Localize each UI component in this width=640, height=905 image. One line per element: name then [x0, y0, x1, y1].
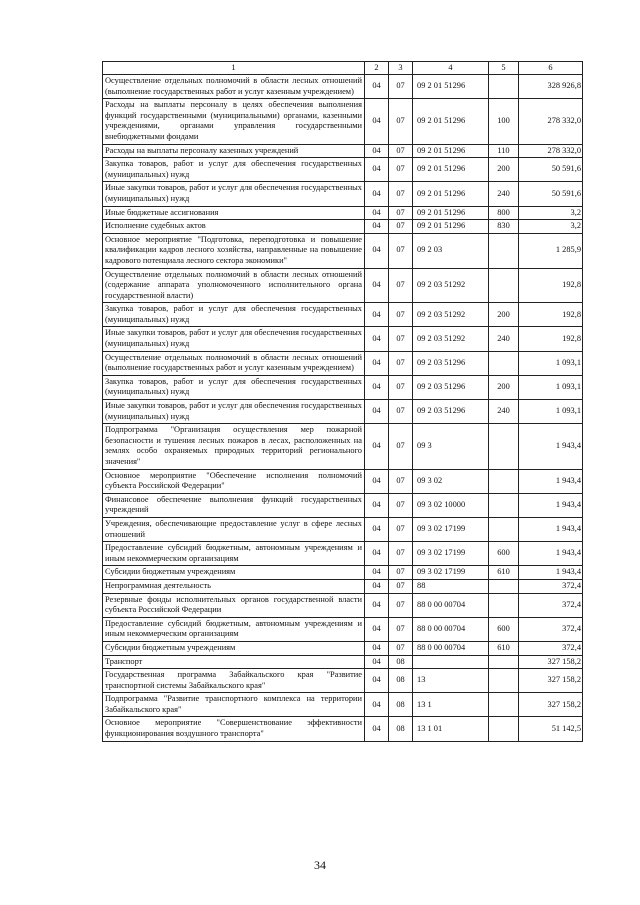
row-section-cell: 04: [365, 158, 389, 182]
row-expense-type-cell: [489, 268, 519, 303]
row-subsection-cell: 07: [389, 617, 413, 641]
row-expense-type-cell: [489, 717, 519, 741]
column-number: 3: [389, 62, 413, 75]
row-section-cell: 04: [365, 144, 389, 158]
row-name-cell: Основное мероприятие "Подготовка, переподготовка и повышение квалификации кадров лесного хозяйства, направленные на повышение кадрового потенциала лесного сектора экономики": [103, 233, 365, 268]
row-amount-cell: 372,4: [519, 579, 583, 593]
row-section-cell: 04: [365, 669, 389, 693]
table-row: [103, 566, 583, 580]
row-amount-cell: 327 158,2: [519, 693, 583, 717]
row-amount-cell: 1 943,4: [519, 493, 583, 517]
row-expense-type-cell: 240: [489, 182, 519, 206]
row-subsection-cell: 07: [389, 566, 413, 580]
row-target-code-cell: 09 2 03 51296: [413, 375, 489, 399]
row-name-cell: Расходы на выплаты персоналу в целях обеспечения выполнения функций государственными (муниципальными) органами, казенными учреждениями, органами управления государственными внебюджетными фондами: [103, 99, 365, 144]
table-row: [103, 233, 583, 268]
row-section-cell: 04: [365, 617, 389, 641]
row-subsection-cell: 07: [389, 182, 413, 206]
table-row: [103, 303, 583, 327]
row-expense-type-cell: 830: [489, 220, 519, 234]
row-target-code-cell: 13 1: [413, 693, 489, 717]
column-number: 6: [519, 62, 583, 75]
row-amount-cell: 192,8: [519, 327, 583, 351]
row-target-code-cell: 09 2 03 51292: [413, 268, 489, 303]
row-subsection-cell: 07: [389, 400, 413, 424]
row-subsection-cell: 07: [389, 641, 413, 655]
row-section-cell: 04: [365, 233, 389, 268]
table-row: [103, 542, 583, 566]
row-name-cell: Подпрограмма "Развитие транспортного комплекса на территории Забайкальского края": [103, 693, 365, 717]
table-row: [103, 579, 583, 593]
row-name-cell: Расходы на выплаты персоналу казенных учреждений: [103, 144, 365, 158]
row-expense-type-cell: 200: [489, 303, 519, 327]
table-row: [103, 400, 583, 424]
row-expense-type-cell: [489, 75, 519, 99]
row-subsection-cell: 07: [389, 158, 413, 182]
table-row: [103, 268, 583, 303]
row-section-cell: 04: [365, 206, 389, 220]
row-name-cell: Осуществление отдельных полномочий в области лесных отношений (содержание аппарата уполномоченного исполнительного органа государственной власти): [103, 268, 365, 303]
row-amount-cell: 1 093,1: [519, 351, 583, 375]
row-name-cell: Государственная программа Забайкальского края "Развитие транспортной системы Забайкальского края": [103, 669, 365, 693]
table-row: [103, 641, 583, 655]
row-name-cell: Непрограммная деятельность: [103, 579, 365, 593]
row-expense-type-cell: 100: [489, 99, 519, 144]
table-row: [103, 493, 583, 517]
row-target-code-cell: 09 2 03: [413, 233, 489, 268]
row-target-code-cell: 88 0 00 00704: [413, 641, 489, 655]
row-amount-cell: 328 926,8: [519, 75, 583, 99]
row-target-code-cell: 09 2 03 51296: [413, 400, 489, 424]
row-subsection-cell: 07: [389, 593, 413, 617]
table-row: [103, 327, 583, 351]
row-amount-cell: 1 943,4: [519, 424, 583, 469]
table-row: [103, 220, 583, 234]
table-row: [103, 717, 583, 741]
row-amount-cell: 3,2: [519, 220, 583, 234]
row-subsection-cell: 07: [389, 268, 413, 303]
row-expense-type-cell: [489, 469, 519, 493]
row-amount-cell: 1 093,1: [519, 400, 583, 424]
row-amount-cell: 278 332,0: [519, 144, 583, 158]
row-target-code-cell: [413, 655, 489, 669]
row-name-cell: Иные закупки товаров, работ и услуг для обеспечения государственных (муниципальных) нужд: [103, 327, 365, 351]
row-target-code-cell: 13 1 01: [413, 717, 489, 741]
row-expense-type-cell: [489, 493, 519, 517]
row-section-cell: 04: [365, 375, 389, 399]
row-section-cell: 04: [365, 469, 389, 493]
row-section-cell: 04: [365, 182, 389, 206]
row-section-cell: 04: [365, 593, 389, 617]
row-amount-cell: 192,8: [519, 268, 583, 303]
row-section-cell: 04: [365, 327, 389, 351]
row-amount-cell: 1 943,4: [519, 542, 583, 566]
row-expense-type-cell: [489, 655, 519, 669]
table-row: [103, 75, 583, 99]
column-number: 5: [489, 62, 519, 75]
row-name-cell: Иные закупки товаров, работ и услуг для обеспечения государственных (муниципальных) нужд: [103, 400, 365, 424]
row-amount-cell: 50 591,6: [519, 158, 583, 182]
table-row: [103, 669, 583, 693]
row-section-cell: 04: [365, 99, 389, 144]
row-name-cell: Осуществление отдельных полномочий в области лесных отношений (выполнение государственных работ и услуг казенным учреждением): [103, 351, 365, 375]
row-expense-type-cell: [489, 424, 519, 469]
row-name-cell: Закупка товаров, работ и услуг для обеспечения государственных (муниципальных) нужд: [103, 303, 365, 327]
row-section-cell: 04: [365, 641, 389, 655]
row-target-code-cell: 09 3 02 17199: [413, 517, 489, 541]
row-name-cell: Подпрограмма "Организация осуществления мер пожарной безопасности и тушения лесных пожаров в лесах, расположенных на землях особо охраняемых природных территорий регионального значения": [103, 424, 365, 469]
row-target-code-cell: 09 2 01 51296: [413, 158, 489, 182]
row-target-code-cell: 09 2 01 51296: [413, 182, 489, 206]
table-row: [103, 617, 583, 641]
row-expense-type-cell: 200: [489, 158, 519, 182]
row-target-code-cell: 09 3 02 17199: [413, 566, 489, 580]
table-row: [103, 206, 583, 220]
row-name-cell: Субсидии бюджетным учреждениям: [103, 566, 365, 580]
row-subsection-cell: 08: [389, 655, 413, 669]
row-subsection-cell: 07: [389, 375, 413, 399]
row-amount-cell: 3,2: [519, 206, 583, 220]
row-target-code-cell: 09 2 03 51292: [413, 303, 489, 327]
row-amount-cell: 1 943,4: [519, 566, 583, 580]
row-name-cell: Основное мероприятие "Совершенствование эффективности функционирования воздушного транспорта": [103, 717, 365, 741]
row-target-code-cell: 09 2 01 51296: [413, 75, 489, 99]
row-section-cell: 04: [365, 693, 389, 717]
row-expense-type-cell: [489, 669, 519, 693]
row-target-code-cell: 09 3 02 17199: [413, 542, 489, 566]
row-expense-type-cell: 800: [489, 206, 519, 220]
row-amount-cell: 372,4: [519, 641, 583, 655]
row-name-cell: Финансовое обеспечение выполнения функций государственных учреждений: [103, 493, 365, 517]
row-section-cell: 04: [365, 424, 389, 469]
row-expense-type-cell: 610: [489, 641, 519, 655]
row-subsection-cell: 07: [389, 99, 413, 144]
row-section-cell: 04: [365, 717, 389, 741]
row-amount-cell: 1 093,1: [519, 375, 583, 399]
row-target-code-cell: 09 2 03 51296: [413, 351, 489, 375]
row-expense-type-cell: [489, 351, 519, 375]
row-section-cell: 04: [365, 566, 389, 580]
row-name-cell: Предоставление субсидий бюджетным, автономным учреждениям и иным некоммерческим организациям: [103, 542, 365, 566]
row-name-cell: Иные бюджетные ассигнования: [103, 206, 365, 220]
row-amount-cell: 50 591,6: [519, 182, 583, 206]
row-expense-type-cell: 240: [489, 327, 519, 351]
row-expense-type-cell: 240: [489, 400, 519, 424]
row-subsection-cell: 07: [389, 469, 413, 493]
row-amount-cell: 51 142,5: [519, 717, 583, 741]
row-amount-cell: 327 158,2: [519, 655, 583, 669]
row-target-code-cell: 88 0 00 00704: [413, 617, 489, 641]
row-expense-type-cell: [489, 593, 519, 617]
column-number: 2: [365, 62, 389, 75]
row-expense-type-cell: [489, 233, 519, 268]
row-name-cell: Закупка товаров, работ и услуг для обеспечения государственных (муниципальных) нужд: [103, 375, 365, 399]
column-number: 1: [103, 62, 365, 75]
table-row: [103, 158, 583, 182]
row-expense-type-cell: 110: [489, 144, 519, 158]
row-subsection-cell: 08: [389, 669, 413, 693]
row-amount-cell: 1 943,4: [519, 517, 583, 541]
row-subsection-cell: 07: [389, 220, 413, 234]
row-section-cell: 04: [365, 220, 389, 234]
budget-table: [102, 61, 583, 742]
row-target-code-cell: 88: [413, 579, 489, 593]
row-name-cell: Исполнение судебных актов: [103, 220, 365, 234]
row-subsection-cell: 08: [389, 717, 413, 741]
row-subsection-cell: 07: [389, 327, 413, 351]
row-expense-type-cell: [489, 517, 519, 541]
row-target-code-cell: 09 3 02 10000: [413, 493, 489, 517]
row-target-code-cell: 13: [413, 669, 489, 693]
row-name-cell: Субсидии бюджетным учреждениям: [103, 641, 365, 655]
row-subsection-cell: 08: [389, 693, 413, 717]
row-section-cell: 04: [365, 542, 389, 566]
table-row: [103, 693, 583, 717]
row-amount-cell: 192,8: [519, 303, 583, 327]
row-name-cell: Транспорт: [103, 655, 365, 669]
row-expense-type-cell: 600: [489, 617, 519, 641]
row-amount-cell: 1 285,9: [519, 233, 583, 268]
row-subsection-cell: 07: [389, 579, 413, 593]
row-name-cell: Учреждения, обеспечивающие предоставление услуг в сфере лесных отношений: [103, 517, 365, 541]
table-row: [103, 517, 583, 541]
table-row: [103, 144, 583, 158]
table-row: [103, 182, 583, 206]
row-subsection-cell: 07: [389, 424, 413, 469]
row-name-cell: Резервные фонды исполнительных органов государственной власти субъекта Российской Федерации: [103, 593, 365, 617]
table-row: [103, 655, 583, 669]
row-subsection-cell: 07: [389, 75, 413, 99]
row-name-cell: Основное мероприятие "Обеспечение исполнения полномочий субъекта Российской Федерации": [103, 469, 365, 493]
row-section-cell: 04: [365, 579, 389, 593]
row-target-code-cell: 09 3 02: [413, 469, 489, 493]
page-number: 34: [314, 858, 326, 872]
row-expense-type-cell: 610: [489, 566, 519, 580]
row-subsection-cell: 07: [389, 493, 413, 517]
row-subsection-cell: 07: [389, 233, 413, 268]
table-row: [103, 375, 583, 399]
row-amount-cell: 1 943,4: [519, 469, 583, 493]
row-target-code-cell: 09 2 01 51296: [413, 206, 489, 220]
row-section-cell: 04: [365, 655, 389, 669]
row-target-code-cell: 09 2 03 51292: [413, 327, 489, 351]
row-subsection-cell: 07: [389, 351, 413, 375]
row-amount-cell: 278 332,0: [519, 99, 583, 144]
row-name-cell: Осуществление отдельных полномочий в области лесных отношений (выполнение государственных работ и услуг казенным учреждением): [103, 75, 365, 99]
budget-table-container: [102, 61, 582, 742]
row-section-cell: 04: [365, 303, 389, 327]
row-subsection-cell: 07: [389, 542, 413, 566]
table-row: [103, 469, 583, 493]
row-subsection-cell: 07: [389, 144, 413, 158]
row-target-code-cell: 88 0 00 00704: [413, 593, 489, 617]
row-section-cell: 04: [365, 351, 389, 375]
row-section-cell: 04: [365, 493, 389, 517]
row-section-cell: 04: [365, 400, 389, 424]
row-amount-cell: 372,4: [519, 593, 583, 617]
row-name-cell: Закупка товаров, работ и услуг для обеспечения государственных (муниципальных) нужд: [103, 158, 365, 182]
row-name-cell: Предоставление субсидий бюджетным, автономным учреждениям и иным некоммерческим организациям: [103, 617, 365, 641]
row-target-code-cell: 09 2 01 51296: [413, 220, 489, 234]
row-section-cell: 04: [365, 75, 389, 99]
row-expense-type-cell: 200: [489, 375, 519, 399]
row-subsection-cell: 07: [389, 206, 413, 220]
row-name-cell: Иные закупки товаров, работ и услуг для обеспечения государственных (муниципальных) нужд: [103, 182, 365, 206]
table-row: [103, 424, 583, 469]
row-target-code-cell: 09 2 01 51296: [413, 144, 489, 158]
row-amount-cell: 327 158,2: [519, 669, 583, 693]
row-section-cell: 04: [365, 517, 389, 541]
table-row: [103, 351, 583, 375]
table-row: [103, 99, 583, 144]
row-subsection-cell: 07: [389, 517, 413, 541]
row-section-cell: 04: [365, 268, 389, 303]
row-target-code-cell: 09 2 01 51296: [413, 99, 489, 144]
row-target-code-cell: 09 3: [413, 424, 489, 469]
row-expense-type-cell: [489, 693, 519, 717]
row-subsection-cell: 07: [389, 303, 413, 327]
column-number-row: [103, 62, 583, 75]
row-expense-type-cell: 600: [489, 542, 519, 566]
table-row: [103, 593, 583, 617]
column-number: 4: [413, 62, 489, 75]
row-expense-type-cell: [489, 579, 519, 593]
row-amount-cell: 372,4: [519, 617, 583, 641]
